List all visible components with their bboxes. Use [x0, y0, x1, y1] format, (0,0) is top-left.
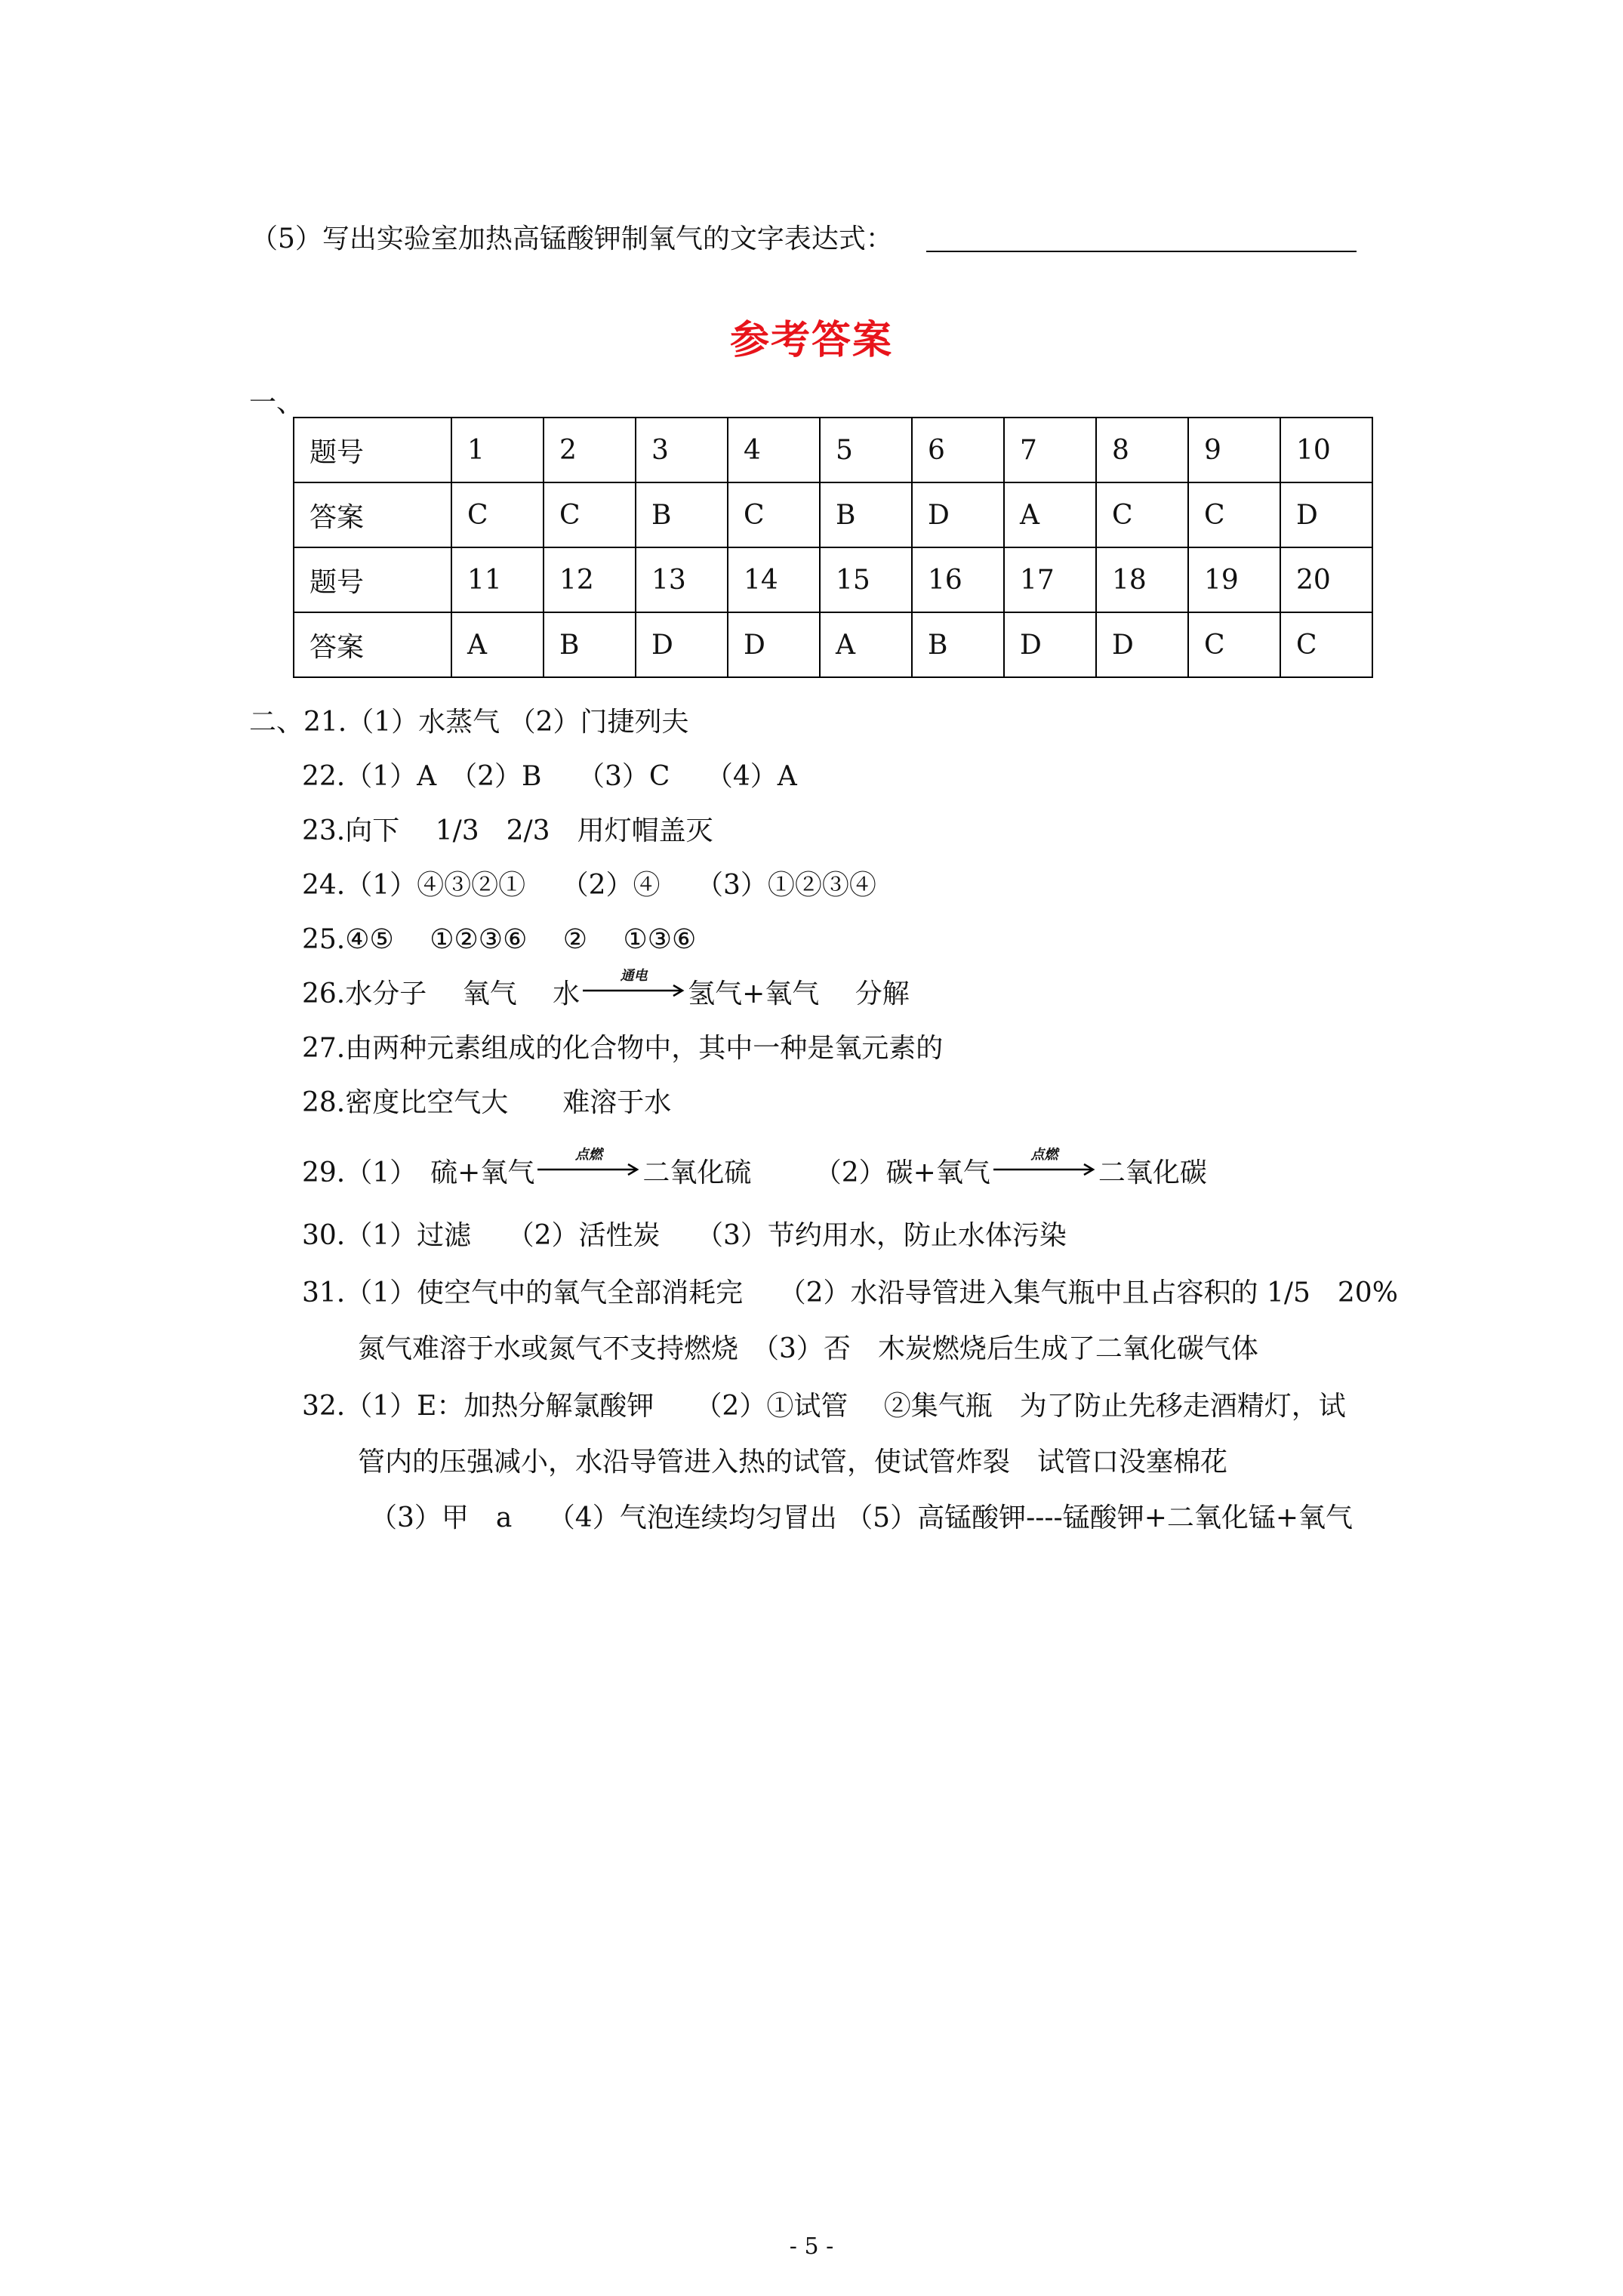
table-cell: A — [820, 612, 912, 677]
table-cell: C — [1188, 482, 1280, 547]
table-cell: C — [451, 482, 544, 547]
table-cell: D — [1096, 612, 1188, 677]
answer-32-line-3: （3）甲 a （4）气泡连续均匀冒出 （5）高锰酸钾----锰酸钾+二氧化锰+氧气 — [370, 1502, 1354, 1533]
table-cell: 7 — [1004, 418, 1096, 482]
table-cell: 5 — [820, 418, 912, 482]
arrow-icon — [583, 983, 685, 998]
table-cell: 题号 — [294, 547, 451, 612]
table-row — [294, 482, 1372, 547]
answer-24: 24.（1）④③②① （2）④ （3）①②③④ — [302, 870, 876, 901]
table-cell: 10 — [1280, 418, 1372, 482]
answer-25: 25.④⑤ ①②③⑥ ② ①③⑥ — [302, 924, 697, 955]
table-cell: B — [820, 482, 912, 547]
table-cell: 12 — [544, 547, 636, 612]
table-cell: 答案 — [294, 612, 451, 677]
table-cell: 13 — [636, 547, 728, 612]
table-cell: 11 — [451, 547, 544, 612]
table-cell: D — [912, 482, 1004, 547]
table-cell: 4 — [728, 418, 820, 482]
table-row — [294, 418, 1372, 482]
table-cell: C — [544, 482, 636, 547]
section-one-label: 一、 — [249, 387, 304, 418]
table-cell: B — [544, 612, 636, 677]
reaction-condition: 点燃 — [574, 1147, 602, 1163]
reaction-arrow — [993, 1147, 1095, 1182]
table-cell: 6 — [912, 418, 1004, 482]
table-cell: 2 — [544, 418, 636, 482]
table-cell: B — [636, 482, 728, 547]
answer-32-line-2: 管内的压强减小，水沿导管进入热的试管，使试管炸裂 试管口没塞棉花 — [358, 1447, 1228, 1478]
table-cell: D — [1280, 482, 1372, 547]
answer-30: 30.（1）过滤 （2）活性炭 （3）节约用水，防止水体污染 — [302, 1220, 1067, 1251]
answer-31-line-1: 31.（1）使空气中的氧气全部消耗完 （2）水沿导管进入集气瓶中且占容积的 1/5 20% — [302, 1277, 1398, 1308]
table-cell: A — [451, 612, 544, 677]
answer-26-part-b: 氢气+氧气 分解 — [688, 978, 910, 1009]
answer-32-line-1: 32.（1）E：加热分解氯酸钾 （2）①试管 ②集气瓶 为了防止先移走酒精灯，试 — [302, 1391, 1346, 1422]
answer-26 — [302, 968, 910, 1011]
answer-22: 22.（1）A （2）B （3）C （4）A — [302, 761, 797, 792]
table-cell: C — [1096, 482, 1188, 547]
answer-21: 二、21.（1）水蒸气 （2）门捷列夫 — [249, 707, 689, 738]
answer-29-part-c: 二氧化碳 — [1098, 1157, 1207, 1188]
answer-27: 27.由两种元素组成的化合物中，其中一种是氧元素的 — [302, 1033, 944, 1064]
table-cell: D — [636, 612, 728, 677]
reaction-condition: 点燃 — [1030, 1147, 1058, 1163]
answer-blank-line — [926, 251, 1357, 252]
table-cell: 1 — [451, 418, 544, 482]
table-cell: 17 — [1004, 547, 1096, 612]
table-cell: A — [1004, 482, 1096, 547]
table-cell: 3 — [636, 418, 728, 482]
table-cell: D — [728, 612, 820, 677]
reaction-arrow — [583, 968, 685, 1003]
table-cell: 20 — [1280, 547, 1372, 612]
page-number: - 5 - — [789, 2233, 834, 2260]
question-5-text: （5）写出实验室加热高锰酸钾制氧气的文字表达式： — [251, 223, 893, 254]
table-cell: 16 — [912, 547, 1004, 612]
table-cell: C — [1188, 612, 1280, 677]
answer-table — [293, 417, 1373, 678]
table-cell: 答案 — [294, 482, 451, 547]
question-5 — [251, 217, 893, 256]
answer-26-part-a: 26.水分子 氧气 水 — [302, 978, 581, 1009]
table-row — [294, 547, 1372, 612]
table-cell: 18 — [1096, 547, 1188, 612]
table-cell: C — [728, 482, 820, 547]
page-title: 参考答案 — [729, 317, 893, 363]
table-cell: 15 — [820, 547, 912, 612]
table-cell: C — [1280, 612, 1372, 677]
arrow-icon — [993, 1162, 1095, 1177]
answer-28: 28.密度比空气大 难溶于水 — [302, 1087, 672, 1118]
table-cell: 14 — [728, 547, 820, 612]
table-cell: 9 — [1188, 418, 1280, 482]
table-row — [294, 612, 1372, 677]
answer-29-part-b: 二氧化硫 （2）碳+氧气 — [642, 1157, 990, 1188]
table-cell: 19 — [1188, 547, 1280, 612]
reaction-condition: 通电 — [620, 968, 648, 984]
answer-29-part-a: 29.（1） 硫+氧气 — [302, 1157, 535, 1188]
table-cell: B — [912, 612, 1004, 677]
answer-29 — [302, 1147, 1207, 1190]
answer-23: 23.向下 1/3 2/3 用灯帽盖灭 — [302, 815, 713, 846]
arrow-icon — [537, 1162, 639, 1177]
table-cell: 题号 — [294, 418, 451, 482]
reaction-arrow — [537, 1147, 639, 1182]
table-cell: 8 — [1096, 418, 1188, 482]
answer-31-line-2: 氮气难溶于水或氮气不支持燃烧 （3）否 木炭燃烧后生成了二氧化碳气体 — [358, 1333, 1258, 1364]
table-cell: D — [1004, 612, 1096, 677]
